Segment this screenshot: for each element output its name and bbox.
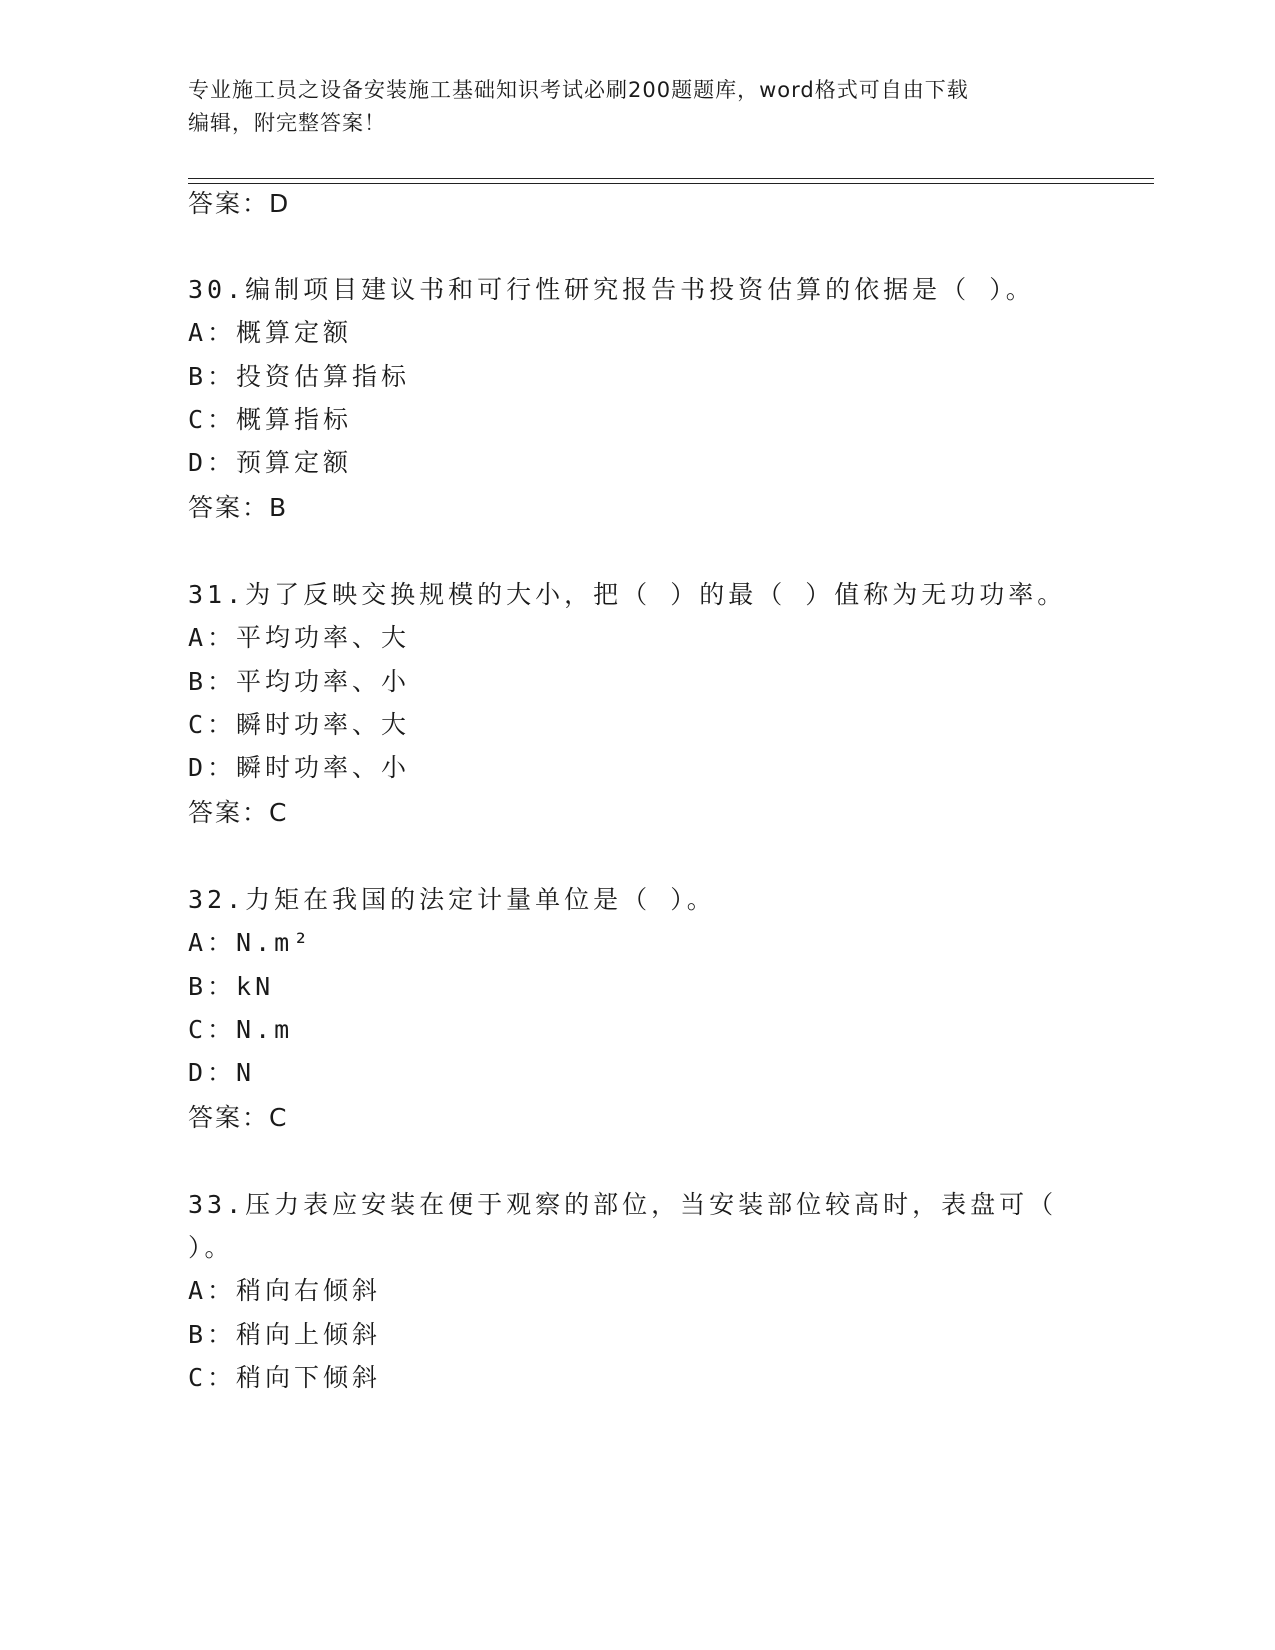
answer-29: 答案：D	[188, 189, 291, 218]
header-title-line1: 专业施工员之设备安装施工基础知识考试必刷200题题库，word格式可自由下载	[188, 78, 969, 102]
question-30-answer: 答案：B	[188, 493, 289, 522]
question-30-option-a: A：概算定额	[188, 318, 353, 347]
question-31-option-b: B：平均功率、小	[188, 667, 411, 696]
question-33-stem-line1: 33.压力表应安装在便于观察的部位，当安装部位较高时，表盘可（	[188, 1190, 1058, 1219]
question-30-option-b: B：投资估算指标	[188, 362, 411, 391]
question-31-answer: 答案：C	[188, 798, 289, 827]
question-33-option-b: B：稍向上倾斜	[188, 1320, 382, 1349]
question-32-option-a: A：N.m²	[188, 928, 313, 957]
question-32-option-d: D：N	[188, 1058, 256, 1087]
question-31-option-d: D：瞬时功率、小	[188, 753, 411, 782]
question-33-option-c: C：稍向下倾斜	[188, 1363, 382, 1392]
question-32-option-b: B：kN	[188, 972, 275, 1001]
question-33-stem-line2: ）。	[188, 1233, 234, 1262]
question-31-option-a: A：平均功率、大	[188, 623, 411, 652]
document-header	[188, 74, 1088, 140]
question-32-option-c: C：N.m	[188, 1015, 294, 1044]
question-30-stem: 30.编制项目建议书和可行性研究报告书投资估算的依据是（ ）。	[188, 275, 1035, 304]
question-30-option-c: C：概算指标	[188, 405, 353, 434]
question-32-stem: 32.力矩在我国的法定计量单位是（ ）。	[188, 885, 716, 914]
question-31-stem: 31.为了反映交换规模的大小，把（ ）的最（ ）值称为无功功率。	[188, 580, 1067, 609]
question-33-option-a: A：稍向右倾斜	[188, 1276, 382, 1305]
header-title-line2: 编辑，附完整答案！	[188, 111, 386, 135]
question-30-option-d: D：预算定额	[188, 448, 353, 477]
header-divider	[188, 178, 1154, 184]
question-32-answer: 答案：C	[188, 1103, 289, 1132]
question-31-option-c: C：瞬时功率、大	[188, 710, 411, 739]
